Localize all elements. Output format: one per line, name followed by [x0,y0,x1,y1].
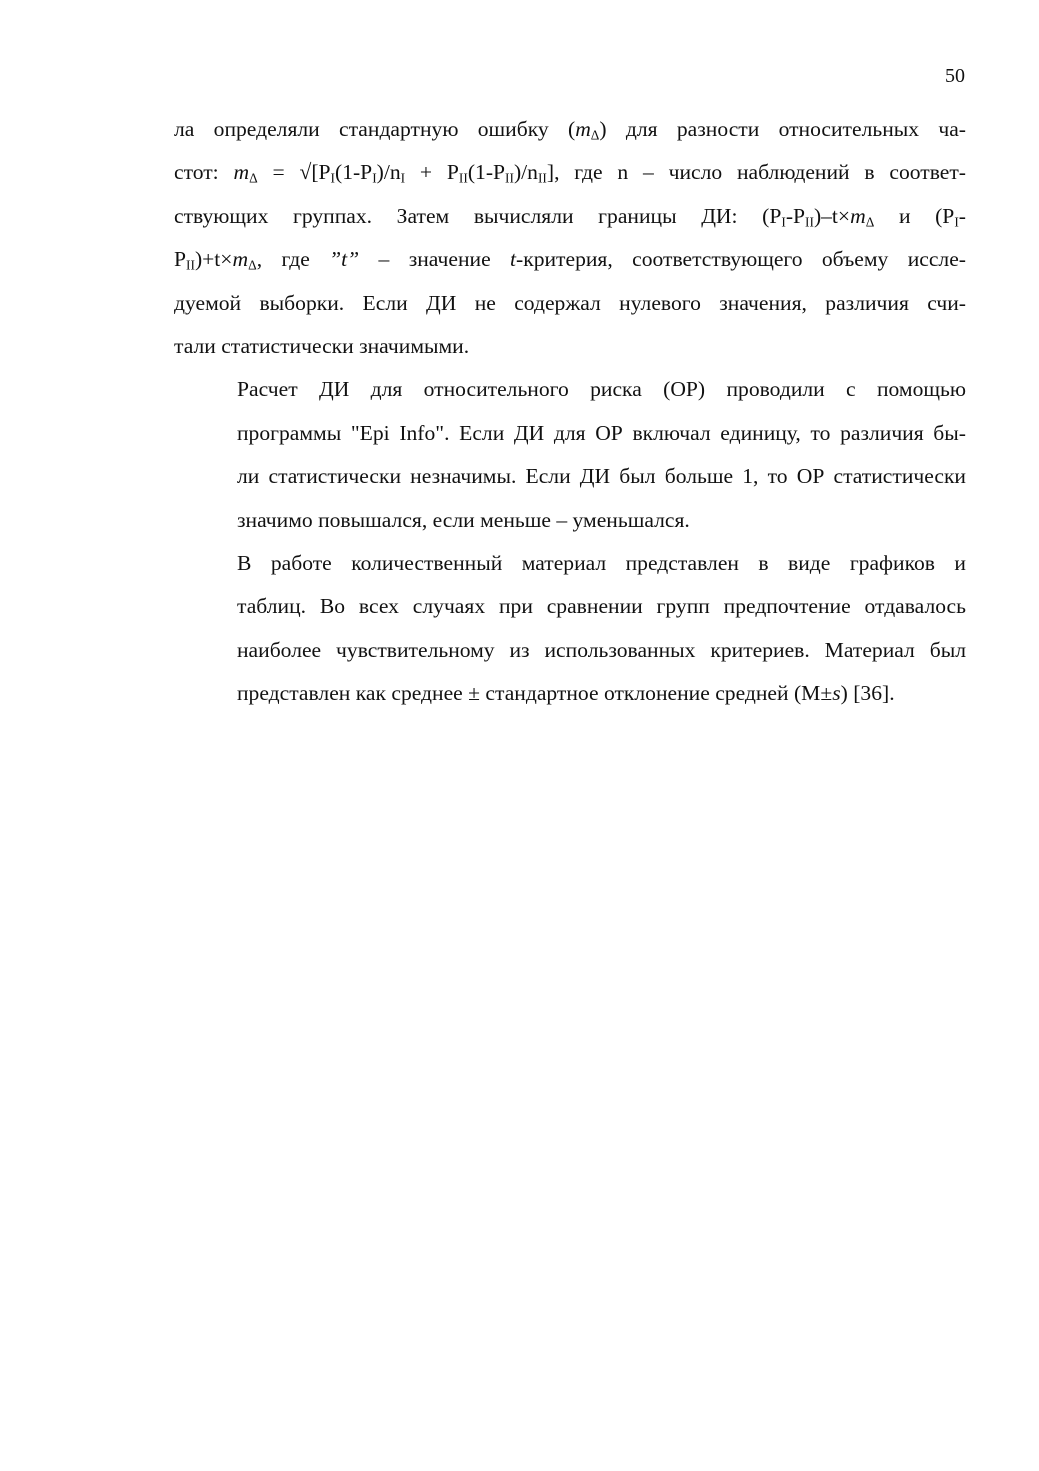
paragraph-1 [174,108,966,368]
text-line: представлен как среднее ± стандартное отклонение средней (M±s) [36]. [237,681,895,706]
paragraph-3 [174,542,966,716]
paragraph-2 [174,368,966,542]
text-line: $P_{II})+t\times m_\Delta$, где ”t” – значение t-критерия, соответствующего объему иссле- [174,247,966,273]
text-line: Расчет ДИ для относительного риска (ОР) проводили с помощью [237,377,966,402]
text-line: дуемой выборки. Если ДИ не содержал нулевого значения, различия счи- [174,290,966,315]
text-line: ствующих группах. Затем вычисляли границы ДИ: $(P_I-P_{II})-t\times m_\Delta$ и ($P_I-$ [174,203,966,230]
text-line: наиболее чувствительному из использованных критериев. Материал был [237,637,966,662]
text-line: программы "Epi Info". Если ДИ для ОР включал единицу, то различия бы- [237,420,966,445]
body-text [174,108,966,716]
text-line: В работе количественный материал представлен в виде графиков и [237,551,966,576]
text-line: тали статистически значимыми. [174,334,470,359]
text-line: ла определяли стандартную ошибку $(m_\Delta)$ для разности относительных ча- [174,117,966,143]
page-number: 50 [945,65,965,87]
text-line: таблиц. Во всех случаях при сравнении групп предпочтение отдавалось [237,594,966,619]
text-line: значимо повышался, если меньше – уменьшался. [237,507,690,532]
text-line: ли статистически незначимы. Если ДИ был больше 1, то ОР статистически [237,464,966,489]
text-line: стот: $m_\Delta = √[P_I(1-P_I)/n_I + P_{II}(1-P_{II})/n_{II}]$, где n – число наблюдений в соответ- [174,160,966,186]
